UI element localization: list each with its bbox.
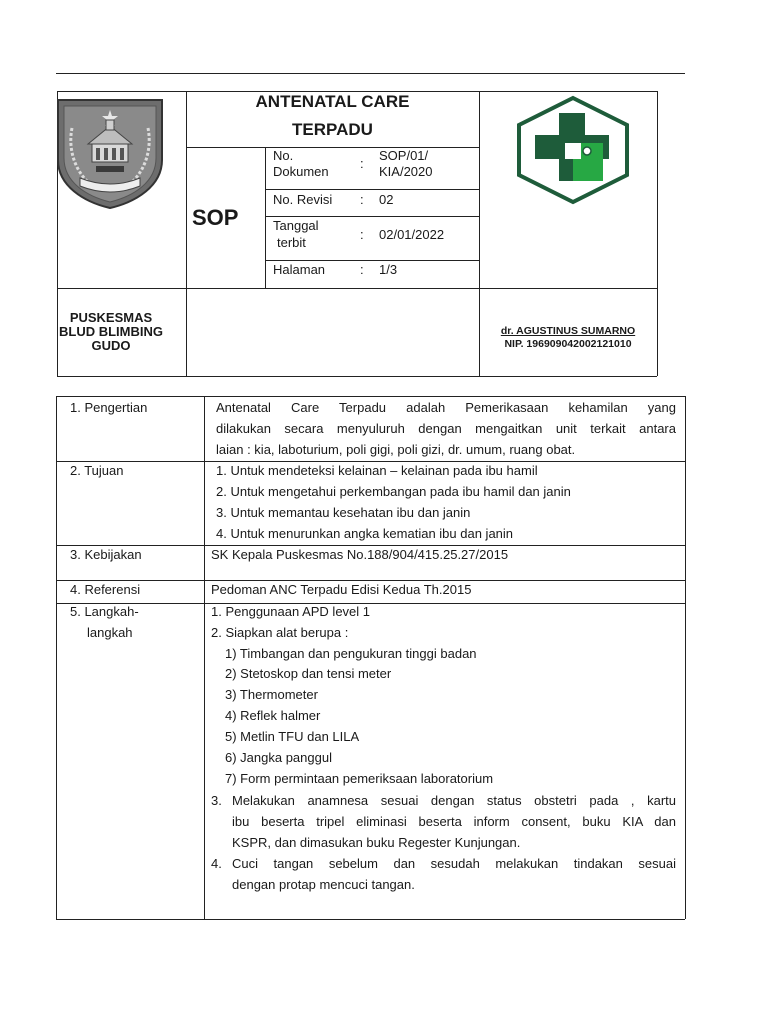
list-item: Melakukan anamnesa sesuai dengan status obstetri pada , kartu (232, 793, 676, 808)
sop-label: SOP (192, 205, 239, 230)
section-text-line: SK Kepala Puskesmas No.188/904/415.25.27/2015 (211, 547, 509, 562)
meta-label: Halaman (273, 262, 326, 277)
meta-colon: : (360, 262, 364, 277)
sub-list-item: 4) Reflek halmer (225, 708, 321, 723)
meta-value: 1/3 (379, 262, 398, 277)
meta-label: terbit (277, 235, 306, 250)
meta-value: SOP/01/ (379, 148, 429, 163)
meta-label: No. Revisi (273, 192, 333, 207)
section-text-line: Antenatal Care Terpadu adalah Pemerikasaan kehamilan yang (216, 400, 676, 415)
meta-value: KIA/2020 (379, 164, 433, 179)
section-label: 5. Langkah- (70, 604, 139, 619)
document-title-line1: ANTENATAL CARE (255, 92, 410, 111)
list-item-number: 4. (211, 856, 222, 871)
top-rule (56, 73, 685, 74)
meta-colon: : (360, 192, 364, 207)
section-text-line: Pedoman ANC Terpadu Edisi Kedua Th.2015 (211, 582, 472, 597)
meta-value: 02 (379, 192, 394, 207)
list-item: Cuci tangan sebelum dan sesudah melakukan tindakan sesuai (232, 856, 676, 871)
org-name-line3: GUDO (91, 338, 131, 353)
meta-label: Tanggal (273, 218, 319, 233)
list-item: 2. Untuk mengetahui perkembangan pada ibu hamil dan janin (216, 484, 571, 499)
signer-nip: NIP. 196909042002121010 (504, 338, 632, 350)
section-label: 3. Kebijakan (70, 547, 142, 562)
section-text-line: laian : kia, laboturium, poli gigi, poli gizi, dr. umum, ruang obat. (216, 442, 576, 457)
sub-list-item: 6) Jangka panggul (225, 750, 332, 765)
sub-list-item: 7) Form permintaan pemeriksaan laboratorium (225, 771, 494, 786)
list-item-number: 3. (211, 793, 222, 808)
section-label: 4. Referensi (70, 582, 141, 597)
sub-list-item: 5) Metlin TFU dan LILA (225, 729, 360, 744)
list-item: dengan protap mencuci tangan. (232, 877, 415, 892)
list-item: 1. Untuk mendeteksi kelainan – kelainan pada ibu hamil (216, 463, 538, 478)
list-item: ibu beserta tripel eliminasi beserta inform consent, buku KIA dan (232, 814, 676, 829)
list-item: 2. Siapkan alat berupa : (211, 625, 349, 640)
sub-list-item: 1) Timbangan dan pengukuran tinggi badan (225, 646, 477, 661)
org-name-line1: PUSKESMAS (69, 310, 153, 325)
document-title-line2: TERPADU (292, 120, 373, 139)
org-name-line2: BLUD BLIMBING (59, 324, 163, 339)
list-item: 4. Untuk menurunkan angka kematian ibu dan janin (216, 526, 514, 541)
sub-list-item: 2) Stetoskop dan tensi meter (225, 666, 392, 681)
regency-crest-logo (56, 98, 164, 210)
meta-value: 02/01/2022 (379, 227, 445, 242)
section-text-line: dilakukan secara menyuluruh dengan mengaitkan unit terkait antara (216, 421, 676, 436)
meta-label: Dokumen (273, 164, 329, 179)
section-label: 1. Pengertian (70, 400, 148, 415)
section-label: langkah (87, 625, 133, 640)
signer-name: dr. AGUSTINUS SUMARNO (500, 325, 636, 337)
list-item: 1. Penggunaan APD level 1 (211, 604, 371, 619)
list-item: KSPR, dan dimasukan buku Regester Kunjungan. (232, 835, 521, 850)
health-center-logo (513, 95, 633, 205)
section-label: 2. Tujuan (70, 463, 124, 478)
meta-colon: : (360, 227, 364, 242)
sub-list-item: 3) Thermometer (225, 687, 318, 702)
meta-colon: : (360, 156, 364, 171)
meta-label: No. (273, 148, 294, 163)
list-item: 3. Untuk memantau kesehatan ibu dan janin (216, 505, 471, 520)
